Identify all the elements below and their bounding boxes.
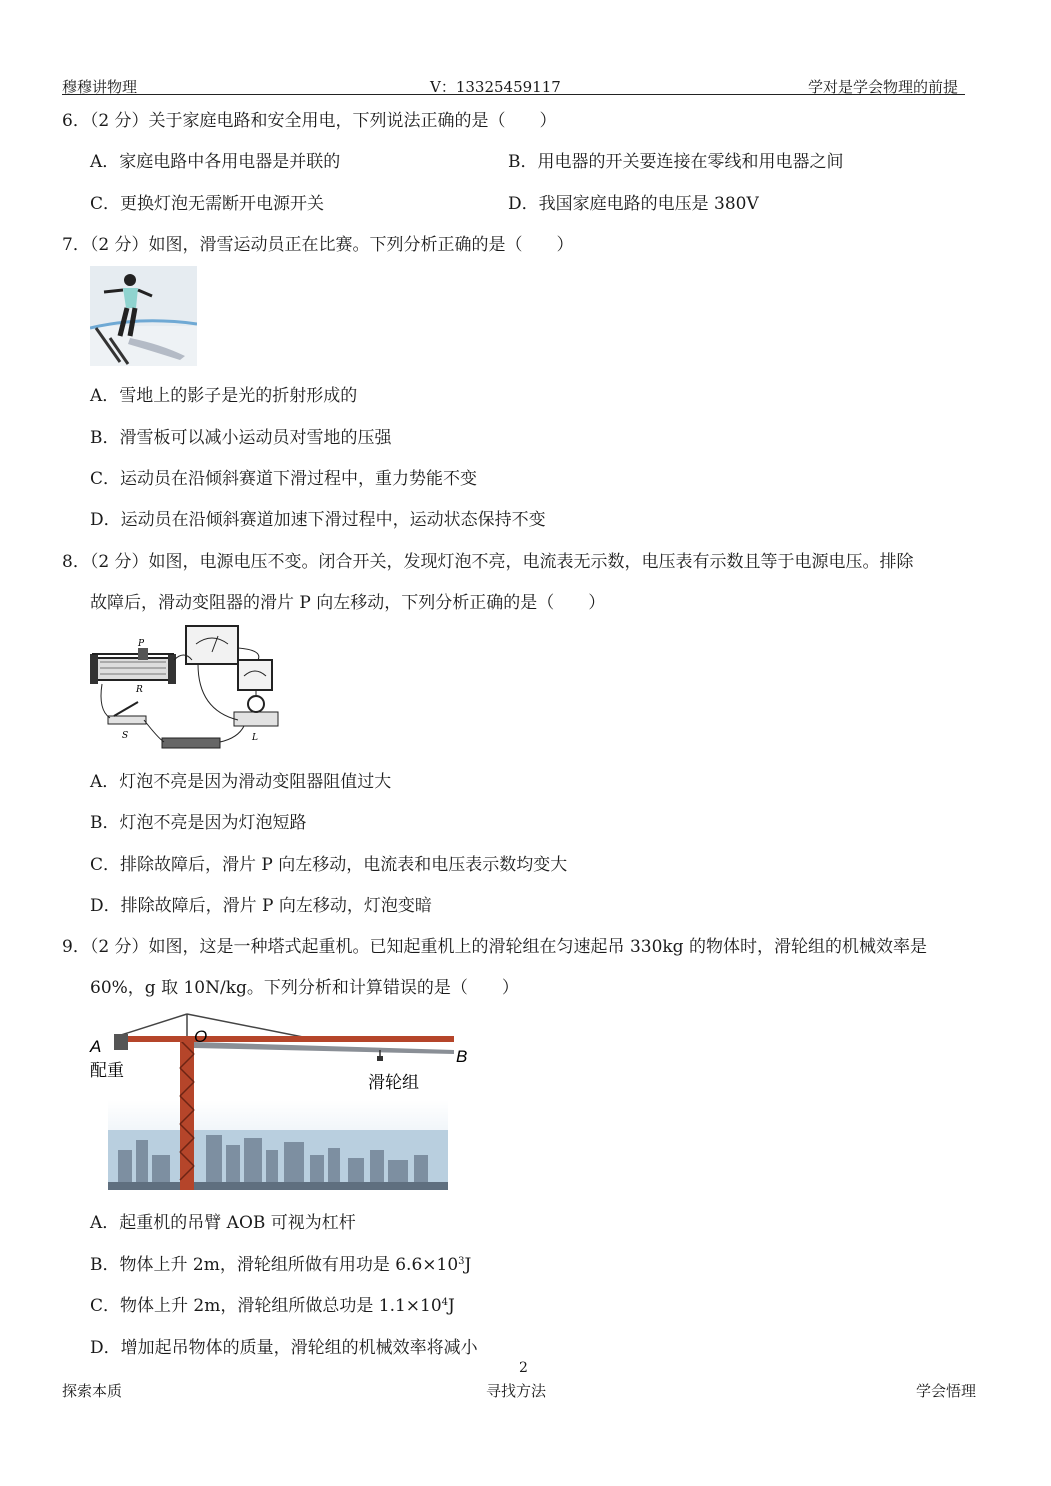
q8-option-c: C．排除故障后，滑片 P 向左移动，电流表和电压表示数均变大 bbox=[90, 855, 568, 875]
label-b: B bbox=[456, 1047, 468, 1066]
q6-option-a: A．家庭电路中各用电器是并联的 bbox=[90, 152, 341, 172]
q8-option-a: A．灯泡不亮是因为滑动变阻器阻值过大 bbox=[90, 772, 392, 792]
q6-option-b: B．用电器的开关要连接在零线和用电器之间 bbox=[508, 152, 844, 172]
footer-center: 寻找方法 bbox=[486, 1382, 547, 1400]
header-center: V：13325459117 bbox=[430, 78, 561, 96]
header-right: 学对是学会物理的前提 bbox=[808, 78, 959, 96]
label-a: A bbox=[90, 1037, 102, 1056]
q7-option-d: D．运动员在沿倾斜赛道加速下滑过程中，运动状态保持不变 bbox=[90, 510, 546, 530]
q7-option-b: B．滑雪板可以减小运动员对雪地的压强 bbox=[90, 428, 392, 448]
page-number: 2 bbox=[519, 1360, 528, 1376]
q9-option-c-unit: J bbox=[448, 1296, 455, 1316]
label-l: L bbox=[252, 733, 258, 743]
header-divider bbox=[62, 94, 965, 95]
label-pulley: 滑轮组 bbox=[368, 1073, 419, 1093]
q9-option-c-exponent: 4 bbox=[441, 1297, 449, 1308]
q6-option-d: D．我国家庭电路的电压是 380V bbox=[508, 194, 759, 214]
q8-option-d: D．排除故障后，滑片 P 向左移动，灯泡变暗 bbox=[90, 896, 432, 916]
q9-option-d: D．增加起吊物体的质量，滑轮组的机械效率将减小 bbox=[90, 1338, 478, 1358]
q9-option-a: A．起重机的吊臂 AOB 可视为杠杆 bbox=[90, 1213, 356, 1233]
circuit-figure bbox=[88, 620, 288, 752]
q9-option-c bbox=[90, 1291, 455, 1316]
header-left: 穆穆讲物理 bbox=[62, 78, 138, 96]
q9-stem-line2: 60%，g 取 10N/kg。下列分析和计算错误的是（ ） bbox=[90, 978, 519, 998]
label-counterweight: 配重 bbox=[90, 1061, 124, 1081]
q8-stem-line2: 故障后，滑动变阻器的滑片 P 向左移动，下列分析正确的是（ ） bbox=[90, 593, 606, 613]
q9-option-b-unit: J bbox=[464, 1255, 472, 1275]
q8-stem-line1: 8．（2 分）如图，电源电压不变。闭合开关，发现灯泡不亮，电流表无示数，电压表有示数且等于电源电压。排除 bbox=[62, 552, 914, 572]
footer-right: 学会悟理 bbox=[916, 1382, 977, 1400]
skier-figure bbox=[90, 266, 197, 366]
q9-option-b-text: B．物体上升 2m，滑轮组所做有用功是 6.6×10 bbox=[90, 1255, 459, 1275]
q6-option-c: C．更换灯泡无需断开电源开关 bbox=[90, 194, 325, 214]
footer-left: 探索本质 bbox=[62, 1382, 123, 1400]
label-o: O bbox=[194, 1027, 208, 1046]
q9-option-b bbox=[90, 1250, 471, 1275]
q8-option-b: B．灯泡不亮是因为灯泡短路 bbox=[90, 813, 307, 833]
q9-option-b-exponent: 3 bbox=[458, 1256, 465, 1267]
crane-figure bbox=[88, 1010, 478, 1195]
q7-option-a: A．雪地上的影子是光的折射形成的 bbox=[90, 386, 358, 406]
q7-option-c: C．运动员在沿倾斜赛道下滑过程中，重力势能不变 bbox=[90, 469, 478, 489]
q7-stem: 7．（2 分）如图，滑雪运动员正在比赛。下列分析正确的是（ ） bbox=[62, 235, 574, 255]
q9-option-c-text: C．物体上升 2m，滑轮组所做总功是 1.1×10 bbox=[90, 1296, 442, 1316]
label-p: P bbox=[138, 639, 145, 649]
label-r: R bbox=[136, 685, 143, 695]
label-s: S bbox=[122, 731, 129, 741]
q9-stem-line1: 9．（2 分）如图，这是一种塔式起重机。已知起重机上的滑轮组在匀速起吊 330kg 的物体时，滑轮组的机械效率是 bbox=[62, 937, 927, 957]
q6-stem: 6．（2 分）关于家庭电路和安全用电，下列说法正确的是（ ） bbox=[62, 111, 557, 131]
